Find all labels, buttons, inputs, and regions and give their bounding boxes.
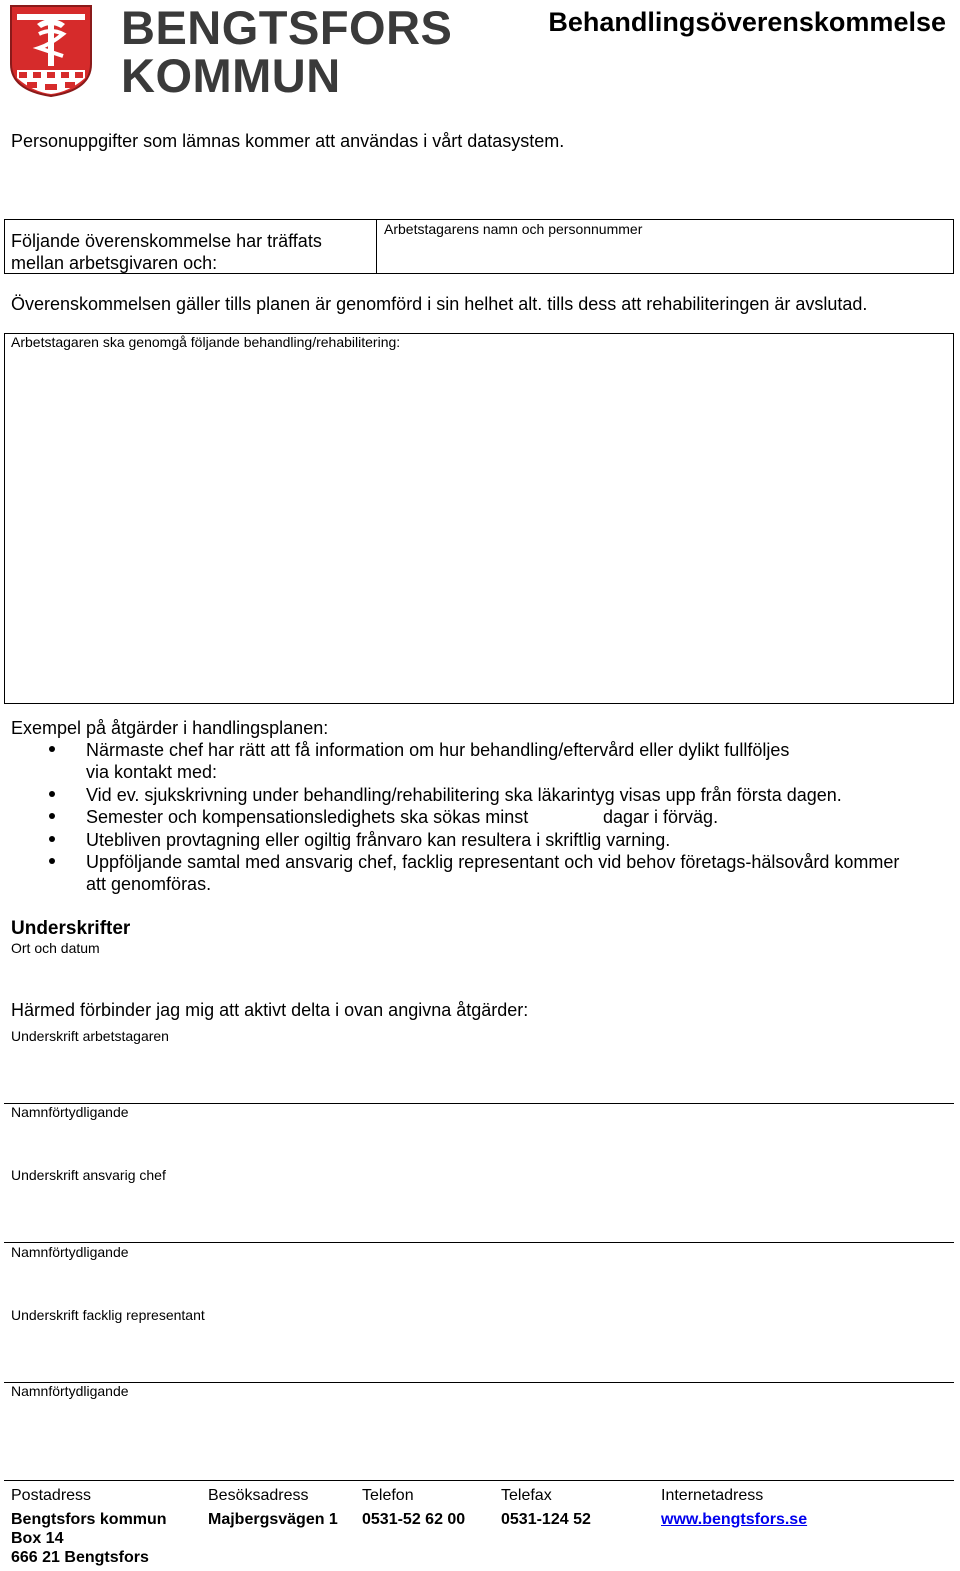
- bullet-icon: [49, 836, 55, 842]
- postal-address-line1: Bengtsfors kommun: [11, 1511, 167, 1528]
- signature-line: [4, 1103, 954, 1104]
- union-signature-field[interactable]: [4, 1327, 954, 1382]
- fax-label: Telefax: [501, 1487, 552, 1504]
- example-item-5-line2: att genomföras.: [86, 874, 212, 894]
- bullet-icon: [49, 791, 55, 797]
- employee-signature-field[interactable]: [4, 1048, 954, 1103]
- bullet-icon: [49, 746, 55, 752]
- place-date-field[interactable]: [11, 958, 951, 988]
- website-label: Internetadress: [661, 1487, 764, 1504]
- parties-left-line2: mellan arbetsgivaren och:: [11, 253, 218, 273]
- example-item-4: Utebliven provtagning eller ogiltig frånvaro kan resultera i skriftlig varning.: [86, 830, 671, 850]
- employee-name-label: Namnförtydligande: [11, 1104, 129, 1120]
- document-title: Behandlingsöverenskommelse: [548, 7, 946, 37]
- validity-text: Överenskommelsen gäller tills planen är genomförd i sin helhet alt. tills dess att rehabiliteringen är avslutad.: [11, 294, 868, 314]
- days-input[interactable]: [547, 806, 599, 828]
- phone-label: Telefon: [362, 1487, 414, 1504]
- parties-left-line1: Följande överenskommelse har träffats: [11, 231, 322, 251]
- example-item-1-line1: Närmaste chef har rätt att få information om hur behandling/eftervård eller dylikt fullföljes: [86, 740, 790, 760]
- municipality-logo: [9, 1, 453, 102]
- examples-heading: Exempel på åtgärder i handlingsplanen:: [11, 718, 329, 738]
- signature-line: [4, 1382, 954, 1383]
- signatures-heading: Underskrifter: [11, 918, 131, 939]
- employee-name-field[interactable]: [380, 240, 950, 270]
- treatment-label: Arbetstagaren ska genomgå följande behandling/rehabilitering:: [11, 334, 401, 350]
- signature-line: [4, 1242, 954, 1243]
- logo-line-2: KOMMUN: [121, 49, 341, 102]
- example-item-2: Vid ev. sjukskrivning under behandling/rehabilitering ska läkarintyg visas upp från första dagen.: [86, 785, 842, 805]
- coat-of-arms-icon: [9, 4, 93, 98]
- postal-address-line2: Box 14: [11, 1530, 64, 1547]
- union-signature-label: Underskrift facklig representant: [11, 1307, 205, 1323]
- privacy-note: Personuppgifter som lämnas kommer att användas i vårt datasystem.: [11, 131, 565, 151]
- parties-divider: [376, 219, 377, 274]
- commitment-text: Härmed förbinder jag mig att aktivt delta i ovan angivna åtgärder:: [11, 1000, 529, 1020]
- example-item-1-line2: via kontakt med:: [86, 762, 218, 782]
- postal-address-label: Postadress: [11, 1487, 92, 1504]
- treatment-field[interactable]: [4, 333, 954, 704]
- bullet-icon: [49, 813, 55, 819]
- postal-address-line3: 666 21 Bengtsfors: [11, 1549, 149, 1566]
- example-item-5-line1: Uppföljande samtal med ansvarig chef, facklig representant och vid behov företags-hälsovård kommer: [86, 852, 900, 872]
- employee-signature-label: Underskrift arbetstagaren: [11, 1028, 169, 1044]
- example-item-3-tail: dagar i förväg.: [603, 807, 719, 827]
- example-item-3: Semester och kompensationsledighets ska sökas minst: [86, 807, 529, 827]
- phone-number: 0531-52 62 00: [362, 1511, 466, 1528]
- place-date-label: Ort och datum: [11, 940, 100, 956]
- union-name-label: Namnförtydligande: [11, 1383, 129, 1399]
- bullet-icon: [49, 858, 55, 864]
- manager-signature-label: Underskrift ansvarig chef: [11, 1167, 166, 1183]
- fax-number: 0531-124 52: [501, 1511, 591, 1528]
- employee-name-field-label: Arbetstagarens namn och personnummer: [384, 221, 643, 237]
- visit-address: Majbergsvägen 1: [208, 1511, 338, 1528]
- manager-signature-field[interactable]: [4, 1187, 954, 1242]
- footer-divider: [4, 1480, 954, 1481]
- manager-name-label: Namnförtydligande: [11, 1244, 129, 1260]
- website-link[interactable]: www.bengtsfors.se: [661, 1511, 808, 1528]
- logo-line-1: BENGTSFORS: [121, 1, 453, 54]
- visit-address-label: Besöksadress: [208, 1487, 309, 1504]
